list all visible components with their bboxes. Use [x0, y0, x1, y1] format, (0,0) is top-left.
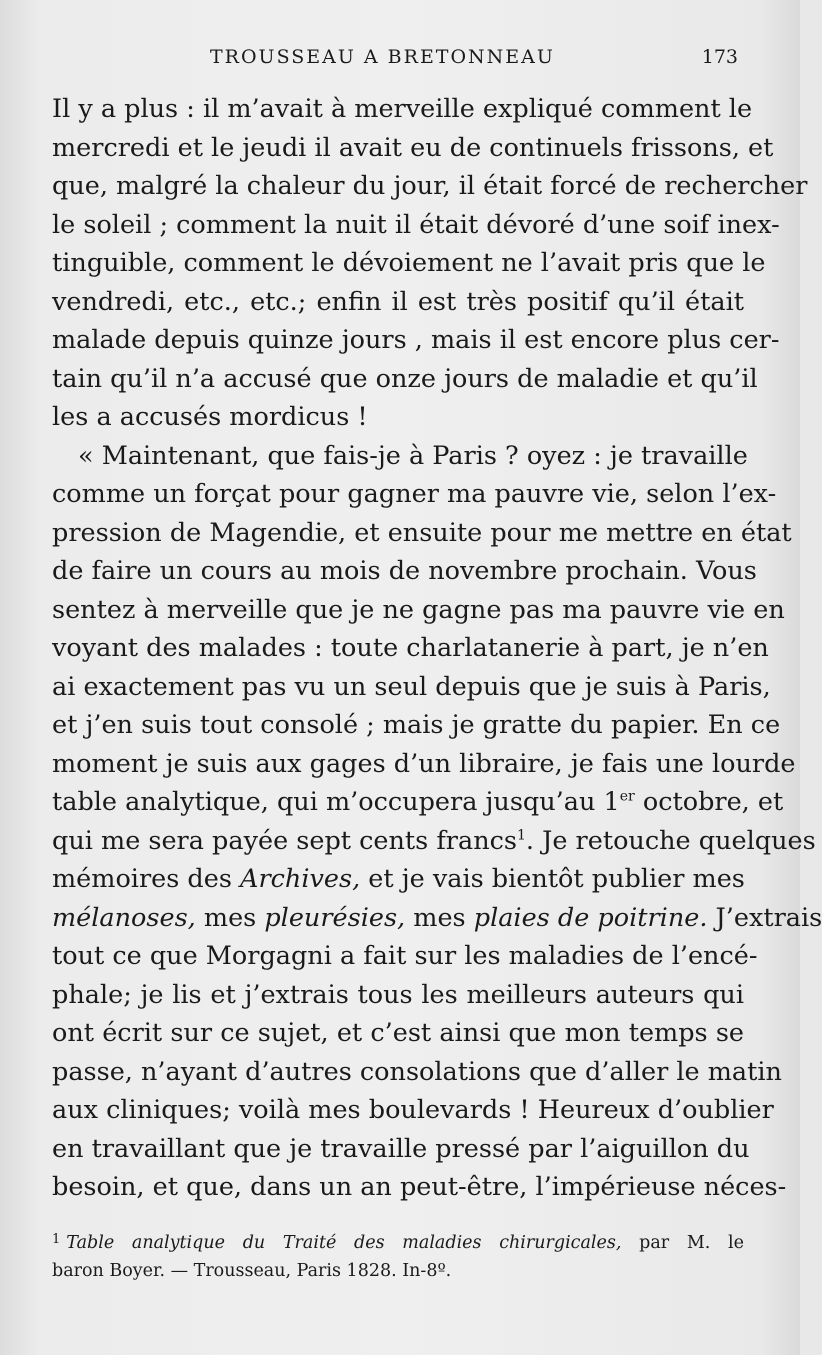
text-line: les a accusés mordicus !: [52, 402, 368, 432]
text-line: sentez à merveille que je ne gagne pas ma pauvre vie en: [52, 594, 785, 625]
text-segment: mémoires des: [52, 864, 241, 894]
text-segment: octobre, et: [634, 787, 784, 817]
text-line: mercredi et le jeudi il avait eu de continuels frissons, et: [52, 132, 774, 163]
italic-title: mélanoses,: [52, 902, 196, 933]
running-title: TROUSSEAU A BRETONNEAU: [210, 46, 555, 68]
text-line: moment je suis aux gages d’un libraire, je fais une lourde: [52, 748, 796, 779]
text-line: [52, 860, 744, 899]
footnote-line: baron Boyer. — Trousseau, Paris 1828. In-8º.: [52, 1261, 452, 1281]
footnote-line: [52, 1226, 744, 1257]
text-line: aux cliniques; voilà mes boulevards ! Heureux d’oublier: [52, 1095, 774, 1125]
text-line: de faire un cours au mois de novembre prochain. Vous: [52, 556, 757, 586]
footnote: [52, 1226, 744, 1285]
footnote-title: Table analytique du Traité des maladies chirurgicales,: [66, 1233, 622, 1253]
text-line: ai exactement pas vu un seul depuis que je suis à Paris,: [52, 671, 771, 702]
footnote-marker: 1: [52, 1232, 61, 1247]
text-segment: J’extrais: [707, 902, 822, 933]
body-text: [52, 90, 822, 1207]
text-line: et j’en suis tout consolé ; mais je gratte du papier. En ce: [52, 710, 781, 740]
text-line: [52, 783, 784, 822]
text-line: en travaillant que je travaille pressé par l’aiguillon du: [52, 1133, 750, 1164]
text-line: que, malgré la chaleur du jour, il était forcé de rechercher: [52, 171, 808, 201]
text-line: Il y a plus : il m’avait à merveille expliqué comment le: [52, 94, 753, 124]
text-line: [52, 822, 816, 861]
italic-title: pleurésies,: [264, 902, 406, 933]
text-line: besoin, et que, dans un an peut-être, l’impérieuse néces-: [52, 1172, 787, 1202]
running-head: [0, 46, 800, 76]
text-segment: table analytique, qui m’occupera jusqu’au 1: [52, 787, 620, 817]
page-number: 173: [701, 46, 738, 68]
footnote-reference: 1: [517, 827, 526, 843]
italic-title: plaies de poitrine.: [473, 902, 708, 933]
text-line: comme un forçat pour gagner ma pauvre vie, selon l’ex-: [52, 479, 777, 509]
text-line: pression de Magendie, et ensuite pour me mettre en état: [52, 517, 792, 548]
text-line: vendredi, etc., etc.; enfin il est très positif qu’il était: [52, 286, 744, 317]
text-line: ont écrit sur ce sujet, et c’est ainsi que mon temps se: [52, 1018, 744, 1048]
superscript: er: [619, 788, 635, 805]
text-segment: qui me sera payée sept cents francs: [52, 825, 517, 856]
text-line: malade depuis quinze jours , mais il est encore plus cer-: [52, 325, 780, 355]
text-line: tout ce que Morgagni a fait sur les maladies de l’encé-: [52, 941, 758, 971]
text-line: tain qu’il n’a accusé que onze jours de maladie et qu’il: [52, 363, 758, 394]
text-line: phale; je lis et j’extrais tous les meilleurs auteurs qui: [52, 979, 744, 1010]
text-segment: mes: [195, 902, 265, 933]
text-line: voyant des malades : toute charlatanerie à part, je n’en: [52, 633, 769, 663]
text-line: « Maintenant, que fais-je à Paris ? oyez : je travaille: [78, 440, 748, 471]
text-line: le soleil ; comment la nuit il était dévoré d’une soif inex-: [52, 209, 780, 240]
text-segment: mes: [405, 902, 474, 933]
text-line: [52, 899, 822, 938]
text-segment: et je vais bientôt publier mes: [360, 864, 745, 894]
italic-title: Archives,: [240, 864, 361, 894]
text-segment: . Je retouche quelques: [525, 825, 816, 856]
text-line: tinguible, comment le dévoiement ne l’avait pris que le: [52, 248, 766, 278]
text-line: passe, n’ayant d’autres consolations que d’aller le matin: [52, 1056, 782, 1087]
text-segment: par M. le: [621, 1233, 744, 1253]
